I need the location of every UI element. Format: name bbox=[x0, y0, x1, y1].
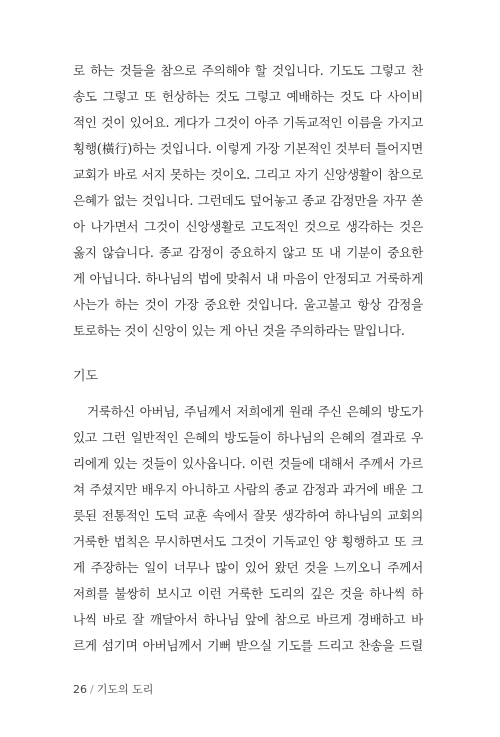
text-line: 릇된 전통적인 도덕 교훈 속에서 잘못 생각하여 하나님의 교회의 bbox=[73, 508, 423, 523]
text-line: 교회가 바로 서지 못하는 것이오. 그리고 자기 신앙생활이 참으로 bbox=[73, 167, 423, 182]
text-line: 거룩하신 아버님, 주님께서 저희에게 원래 주신 은혜의 방도가 bbox=[87, 404, 423, 419]
text-line: 르게 섬기며 아버님께서 기뻐 받으실 기도를 드리고 찬송을 드릴 bbox=[73, 638, 423, 653]
text-line: 게 아닙니다. 하나님의 법에 맞춰서 내 마음이 안정되고 거룩하게 bbox=[73, 271, 423, 286]
text-line: 옳지 않습니다. 종교 감정이 중요하지 않고 또 내 기분이 중요한 bbox=[73, 245, 423, 260]
text-line: 사는가 하는 것이 가장 중요한 것입니다. 울고불고 항상 감정을 bbox=[73, 297, 423, 312]
running-title: 기도의 도리 bbox=[96, 683, 154, 696]
text-line: 게 주장하는 일이 너무나 많이 있어 왔던 것을 느끼오니 주께서 bbox=[73, 560, 423, 575]
text-line: 은혜가 없는 것입니다. 그런데도 덮어놓고 종교 감정만을 자꾸 쏟 bbox=[73, 193, 423, 208]
page-footer bbox=[73, 683, 153, 697]
page-number: 26 bbox=[73, 683, 87, 696]
text-line: 있고 그런 일반적인 은혜의 방도들이 하나님의 은혜의 결과로 우 bbox=[73, 430, 423, 445]
text-line: 저희를 불쌍히 보시고 이런 거룩한 도리의 깊은 것을 하나씩 하 bbox=[73, 586, 423, 601]
text-line: 나씩 바로 잘 깨달아서 하나님 앞에 참으로 바르게 경배하고 바 bbox=[73, 612, 423, 627]
text-line: 토로하는 것이 신앙이 있는 게 아닌 것을 주의하라는 말입니다. bbox=[73, 323, 405, 338]
text-line: 송도 그렇고 또 헌상하는 것도 그렇고 예배하는 것도 다 사이비 bbox=[73, 89, 423, 104]
text-line: 횡행(橫行)하는 것입니다. 이렇게 가장 기본적인 것부터 틀어지면 bbox=[73, 141, 423, 156]
text-line: 아 나가면서 그것이 신앙생활로 고도적인 것으로 생각하는 것은 bbox=[73, 219, 423, 234]
text-line: 거룩한 법칙은 무시하면서도 그것이 기독교인 양 횡행하고 또 크 bbox=[73, 534, 423, 549]
text-line: 리에게 있는 것들이 있사옵니다. 이런 것들에 대해서 주께서 가르 bbox=[73, 456, 423, 471]
text-line: 적인 것이 있어요. 게다가 그것이 아주 기독교적인 이름을 가지고 bbox=[73, 115, 423, 130]
text-line: 쳐 주셨지만 배우지 아니하고 사람의 종교 감정과 과거에 배운 그 bbox=[73, 482, 423, 497]
text-line: 로 하는 것들을 참으로 주의해야 할 것입니다. 기도도 그렇고 찬 bbox=[73, 63, 423, 78]
footer-separator: / bbox=[90, 683, 94, 696]
section-heading: 기도 bbox=[73, 369, 99, 384]
